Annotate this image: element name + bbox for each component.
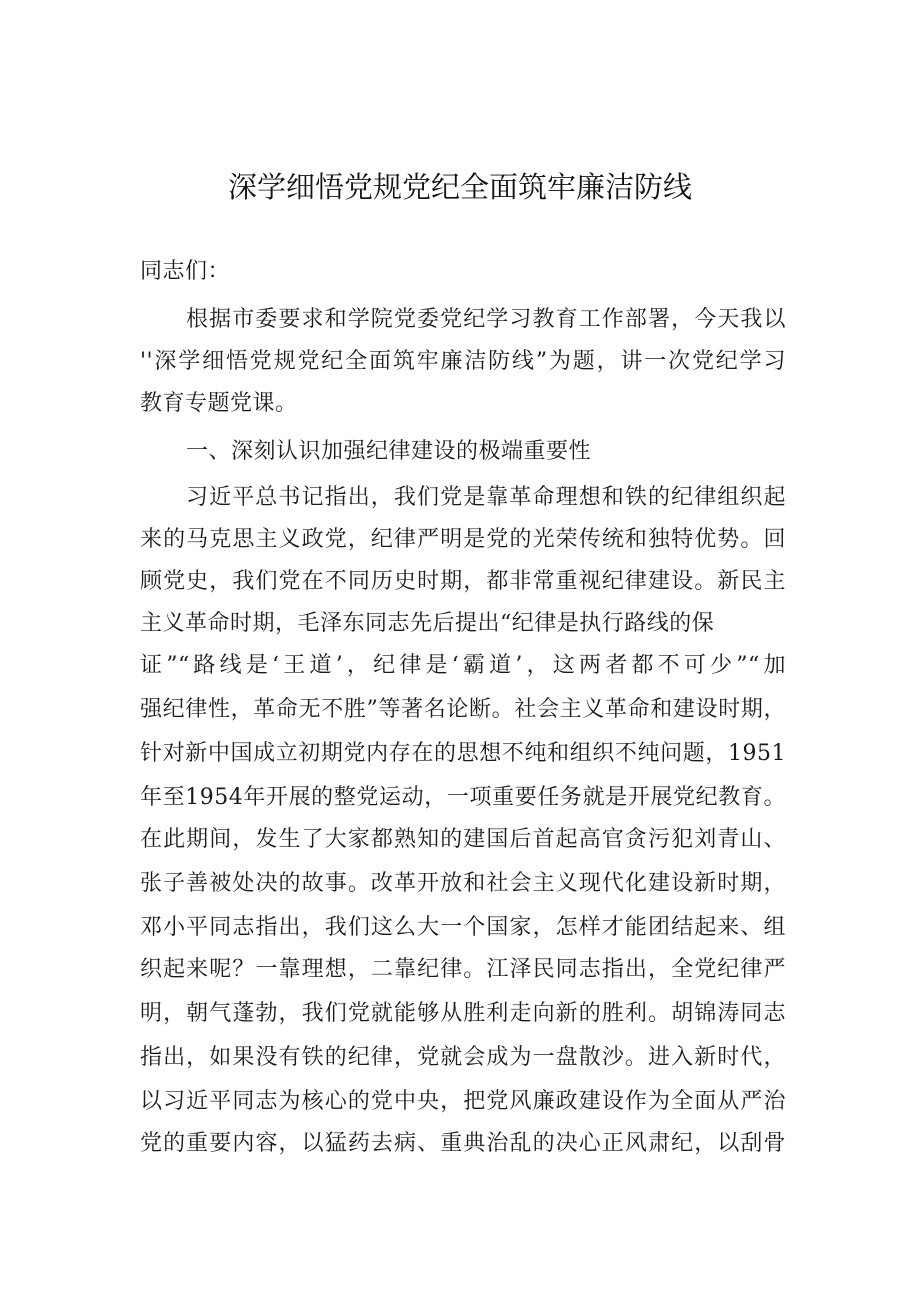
body-line: 强纪律性，革命无不胜”等著名论断。社会主义革命和建设时期， [140, 697, 786, 722]
body-line: 在此期间，发生了大家都熟知的建国后首起高官贪污犯刘青山、 [140, 827, 786, 852]
section-heading: 一、深刻认识加强纪律建设的极端重要性 [186, 439, 592, 464]
body-line: 顾党史，我们党在不同历史时期，都非常重视纪律建设。新民主 [140, 569, 786, 594]
document-title: 深学细悟党规党纪全面筑牢廉洁防线 [227, 170, 692, 204]
body-line: 指出，如果没有铁的纪律，党就会成为一盘散沙。进入新时代， [140, 1045, 786, 1070]
body-line: 张子善被处决的故事。改革开放和社会主义现代化建设新时期， [140, 871, 786, 896]
salutation: 同志们： [140, 259, 231, 284]
body-line: 主义革命时期，毛泽东同志先后提出“纪律是执行路线的保 [140, 611, 715, 636]
body-line: 明，朝气蓬勃，我们党就能够从胜利走向新的胜利。胡锦涛同志 [140, 1001, 786, 1026]
body-line: 党的重要内容，以猛药去病、重典治乱的决心正风肃纪，以刮骨 [140, 1131, 786, 1156]
intro-line: 教育专题党课。 [140, 391, 298, 416]
body-line: 针对新中国成立初期党内存在的思想不纯和组织不纯问题，1951 [140, 741, 786, 766]
body-line: 习近平总书记指出，我们党是靠革命理想和铁的纪律组织起 [186, 485, 786, 510]
body-line: 邓小平同志指出，我们这么大一个国家，怎样才能团结起来、组 [140, 915, 786, 940]
intro-line: ''深学细悟党规党纪全面筑牢廉洁防线”为题，讲一次党纪学习 [140, 349, 786, 374]
body-line: 年至1954年开展的整党运动，一项重要任务就是开展党纪教育。 [140, 785, 786, 810]
body-line: 证”“路线是‘王道’，纪律是‘霸道’，这两者都不可少”“加 [140, 653, 786, 678]
body-line: 来的马克思主义政党，纪律严明是党的光荣传统和独特优势。回 [140, 527, 786, 552]
body-line: 以习近平同志为核心的党中央，把党风廉政建设作为全面从严治 [140, 1089, 786, 1114]
body-line: 织起来呢？一靠理想，二靠纪律。江泽民同志指出，全党纪律严 [140, 957, 786, 982]
intro-line: 根据市委要求和学院党委党纪学习教育工作部署，今天我以 [186, 307, 786, 332]
